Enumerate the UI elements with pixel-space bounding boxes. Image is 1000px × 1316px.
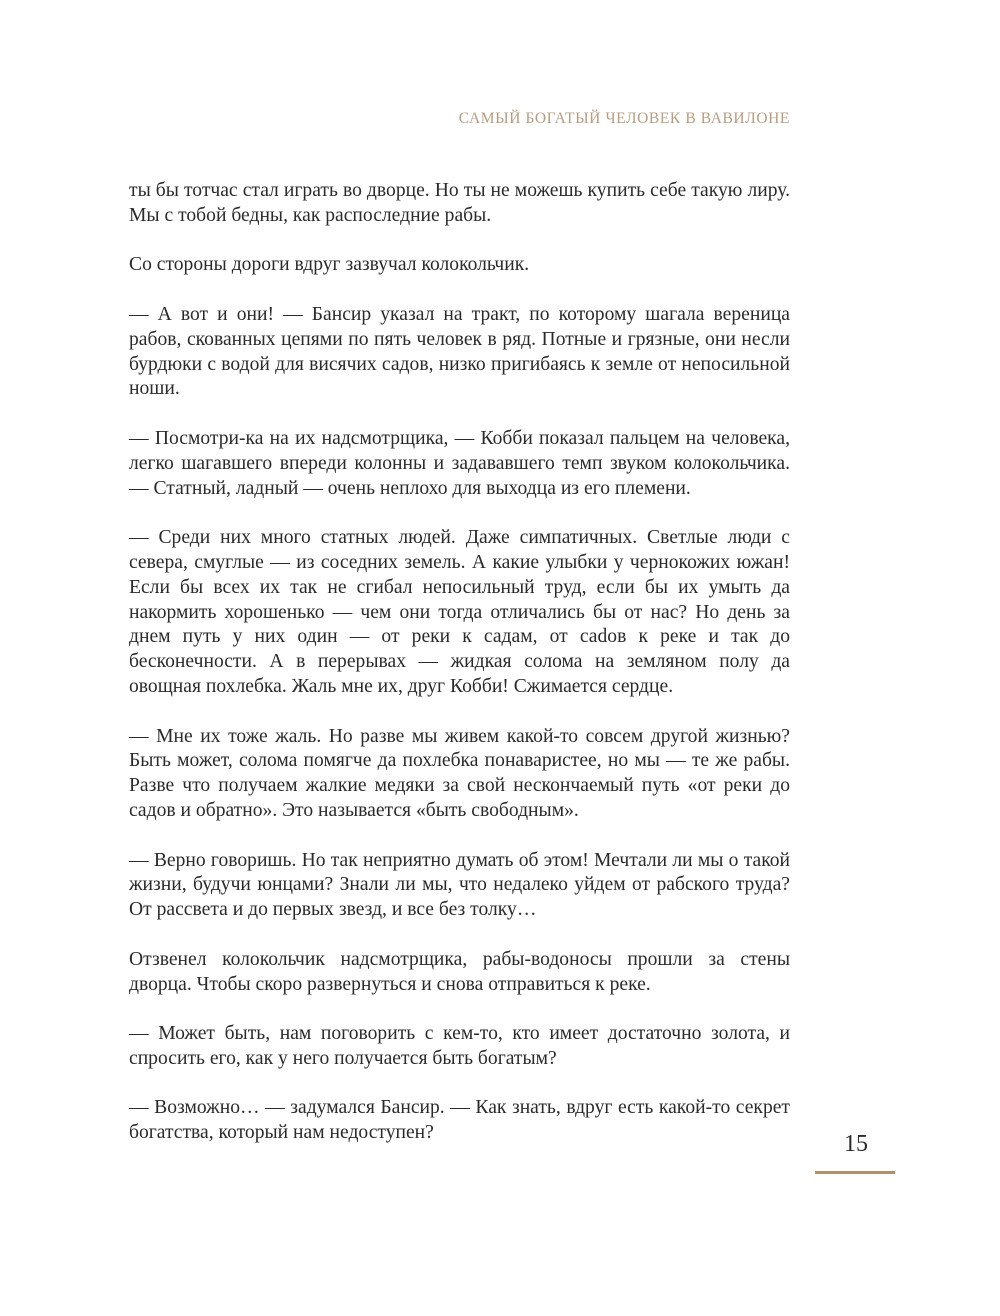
paragraph: Отзвенел колокольчик надсмотрщика, рабы-водоносы прошли за стены дворца. Чтобы скоро развернуться и снова отправиться к реке. — [129, 948, 790, 995]
paragraph: — Мне их тоже жаль. Но разве мы живем какой-то совсем другой жизнью? Быть может, солома помягче да похлебка понаваристее, но мы — те же рабы. Разве что получаем жалкие медяки за свой нескончаемый путь «от реки до садов и обратно». Это называется «быть свободным». — [129, 725, 790, 821]
paragraph: — Возможно… — задумался Бансир. — Как знать, вдруг есть какой-то секрет богатства, который нам недоступен? — [129, 1097, 790, 1144]
running-head-title: САМЫЙ БОГАТЫЙ ЧЕЛОВЕК В ВАВИЛОНЕ — [458, 110, 790, 127]
paragraph: — Может быть, нам поговорить с кем-то, кто имеет достаточно золота, и спросить его, как у него получается быть богатым? — [129, 1023, 790, 1069]
paragraph: ты бы тотчас стал играть во дворце. Но ты не можешь купить себе такую лиру. Мы с тобой бедны, как распоследние рабы. — [129, 180, 790, 226]
paragraph: — А вот и они! — Бансир указал на тракт, по которому шагала вереница рабов, скованных цепями по пять человек в ряд. Потные и грязные, они несли бурдюки с водой для висячих садов, низко пригибаясь к земле от непосильной ноши. — [129, 303, 790, 400]
page-number: 15 — [844, 1131, 868, 1157]
page-body — [129, 179, 790, 1171]
paragraph: — Верно говоришь. Но так неприятно думать об этом! Мечтали ли мы о такой жизни, будучи юнцами? Знали ли мы, что недалеко уйдем от рабского труда? От рассвета и до первых звезд, и все без толку… — [129, 849, 790, 921]
page-number-rule — [815, 1171, 895, 1174]
paragraph: — Посмотри-ка на их надсмотрщика, — Кобби показал пальцем на человека, легко шагавшего впереди колонны и задававшего темп звуком колокольчика. — Статный, ладный — очень неплохо для выходца из его племени. — [129, 427, 790, 499]
paragraph: Со стороны дороги вдруг зазвучал колокольчик. — [129, 254, 530, 276]
paragraph: — Среди них много статных людей. Даже симпатичных. Светлые люди с севера, смуглые — из соседних земель. А какие улыбки у чернокожих южан! Если бы всех их так не сгибал непосильный труд, если бы их умыть да накормить хорошенько — чем они тогда отличались бы от нас? Но день за днем путь у них один — от реки к садам, от саdов к реке и так до бесконечности. А в перерывах — жидкая солома на земляном полу да овощная похлебка. Жаль мне их, друг Кобби! Сжимается сердце. — [129, 527, 790, 697]
